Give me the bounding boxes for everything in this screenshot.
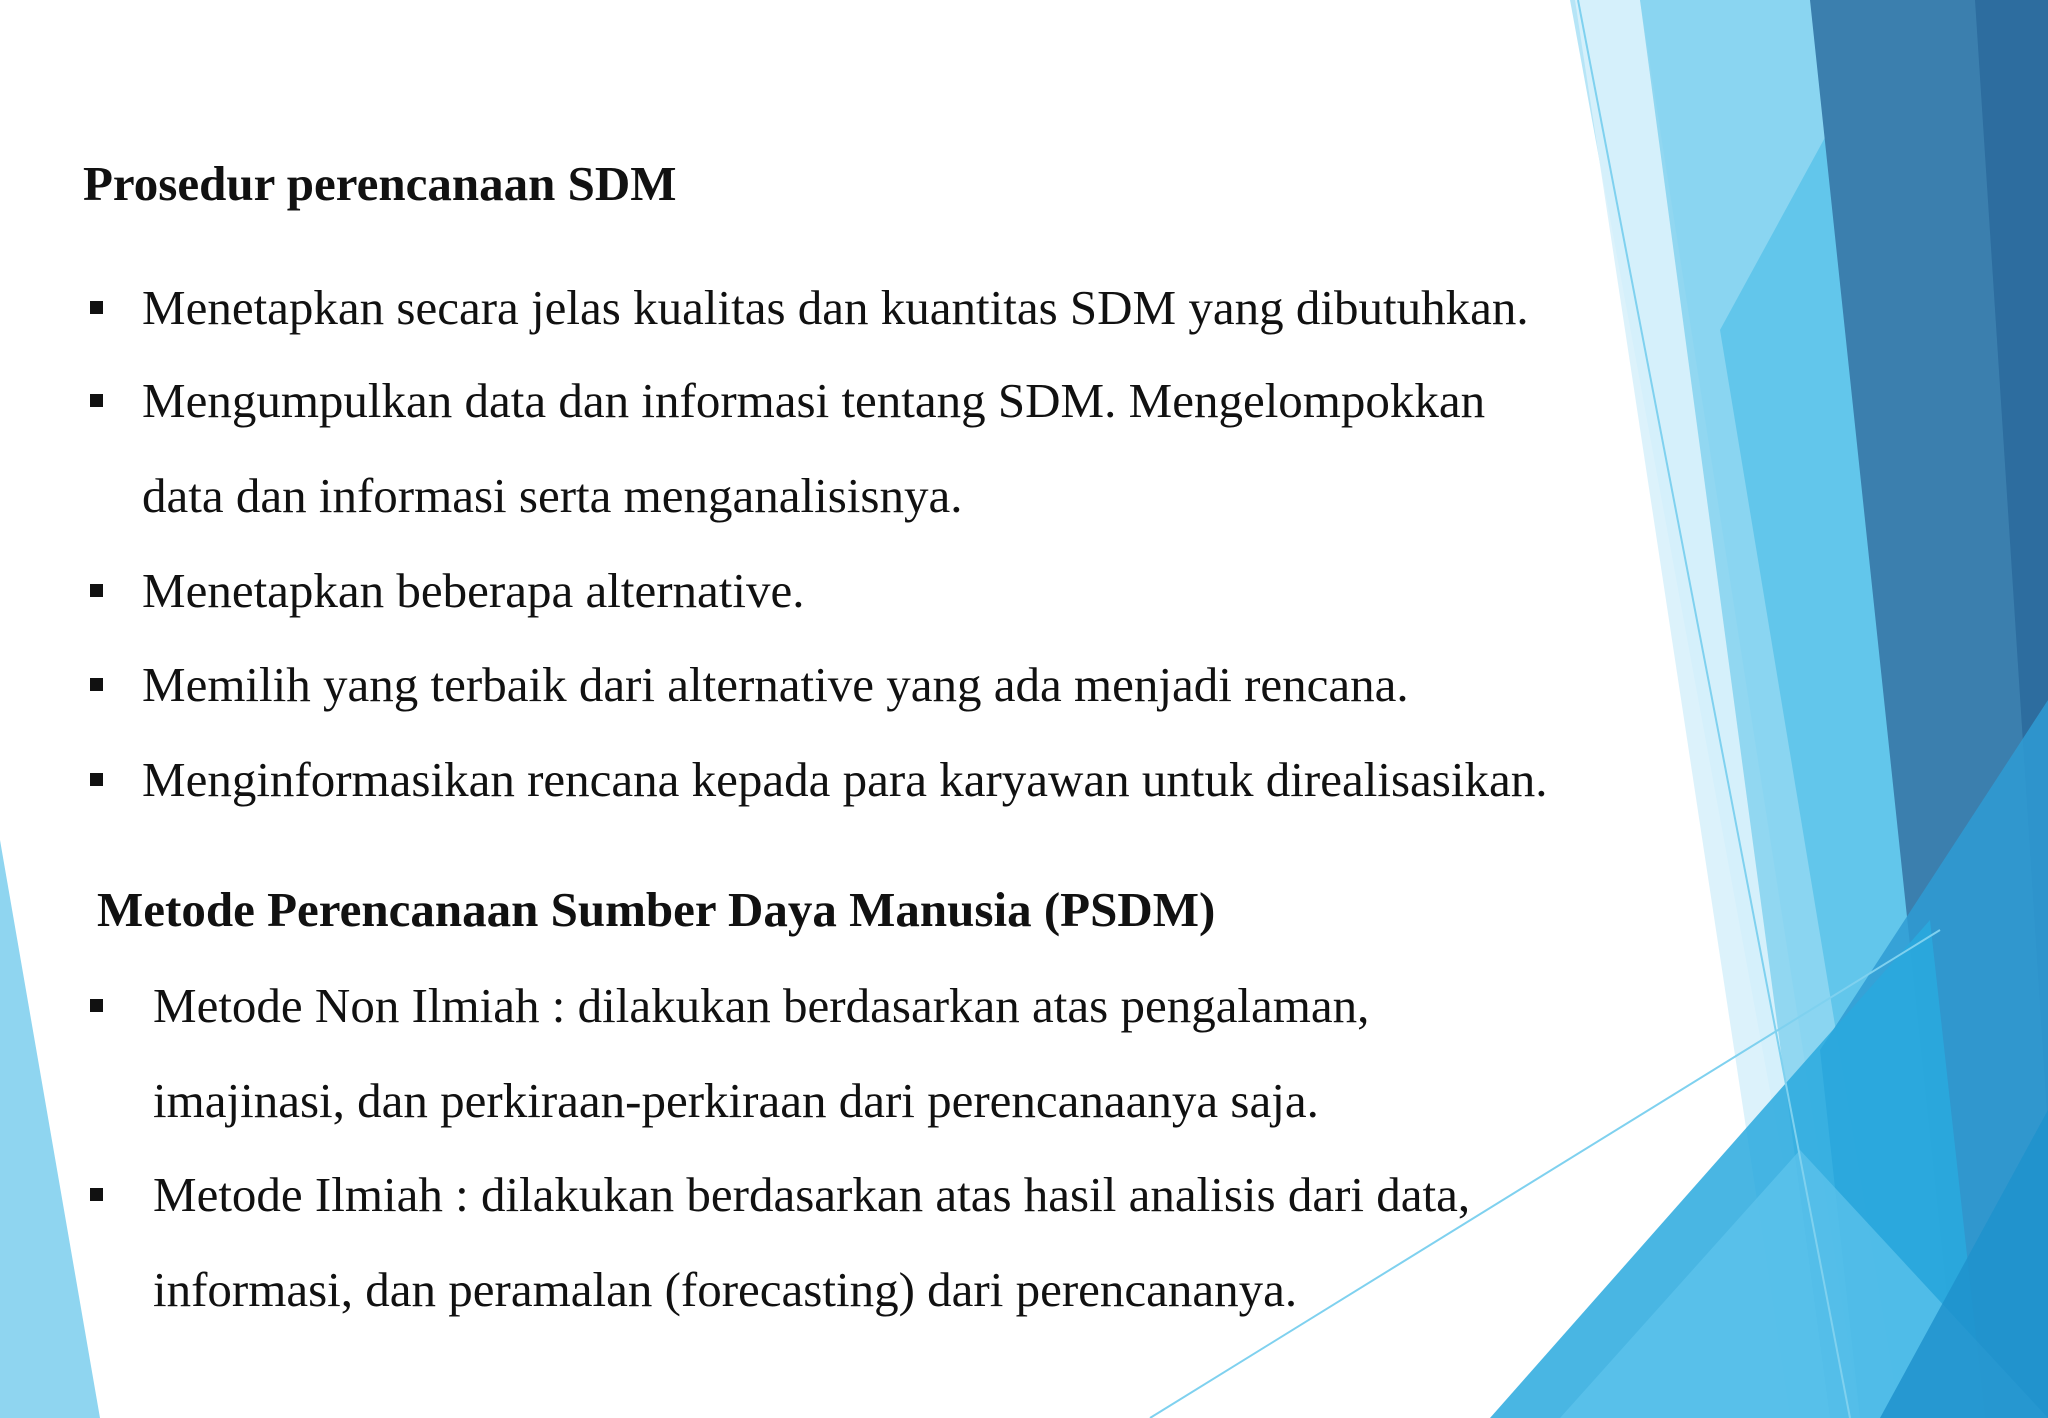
- list-item-text: Memilih yang terbaik dari alternative yang ada menjadi rencana.: [142, 657, 1409, 712]
- square-bullet-icon: [90, 584, 103, 597]
- square-bullet-icon: [90, 773, 103, 786]
- list-item-text: Metode Non Ilmiah : dilakukan berdasarkan atas pengalaman, imajinasi, dan perkiraan-perkiraan dari perencanaanya saja.: [153, 978, 1370, 1128]
- square-bullet-icon: [90, 394, 103, 407]
- square-bullet-icon: [90, 301, 103, 314]
- square-bullet-icon: [90, 999, 103, 1012]
- list-item-text: Menetapkan secara jelas kualitas dan kuantitas SDM yang dibutuhkan.: [142, 280, 1529, 335]
- list-item-text: Metode Ilmiah : dilakukan berdasarkan atas hasil analisis dari data, informasi, dan peramalan (forecasting) dari perencananya.: [153, 1167, 1471, 1317]
- list-item-text: Menginformasikan rencana kepada para karyawan untuk direalisasikan.: [142, 752, 1548, 807]
- section-heading-prosedur: Prosedur perencanaan SDM: [83, 156, 677, 211]
- square-bullet-icon: [90, 1188, 103, 1201]
- list-item-text: Menetapkan beberapa alternative.: [142, 563, 805, 618]
- section-heading-metode: Metode Perencanaan Sumber Daya Manusia (PSDM): [97, 882, 1216, 937]
- square-bullet-icon: [90, 678, 103, 691]
- list-item-text: Mengumpulkan data dan informasi tentang SDM. Mengelompokkan data dan informasi serta menganalisisnya.: [142, 373, 1486, 523]
